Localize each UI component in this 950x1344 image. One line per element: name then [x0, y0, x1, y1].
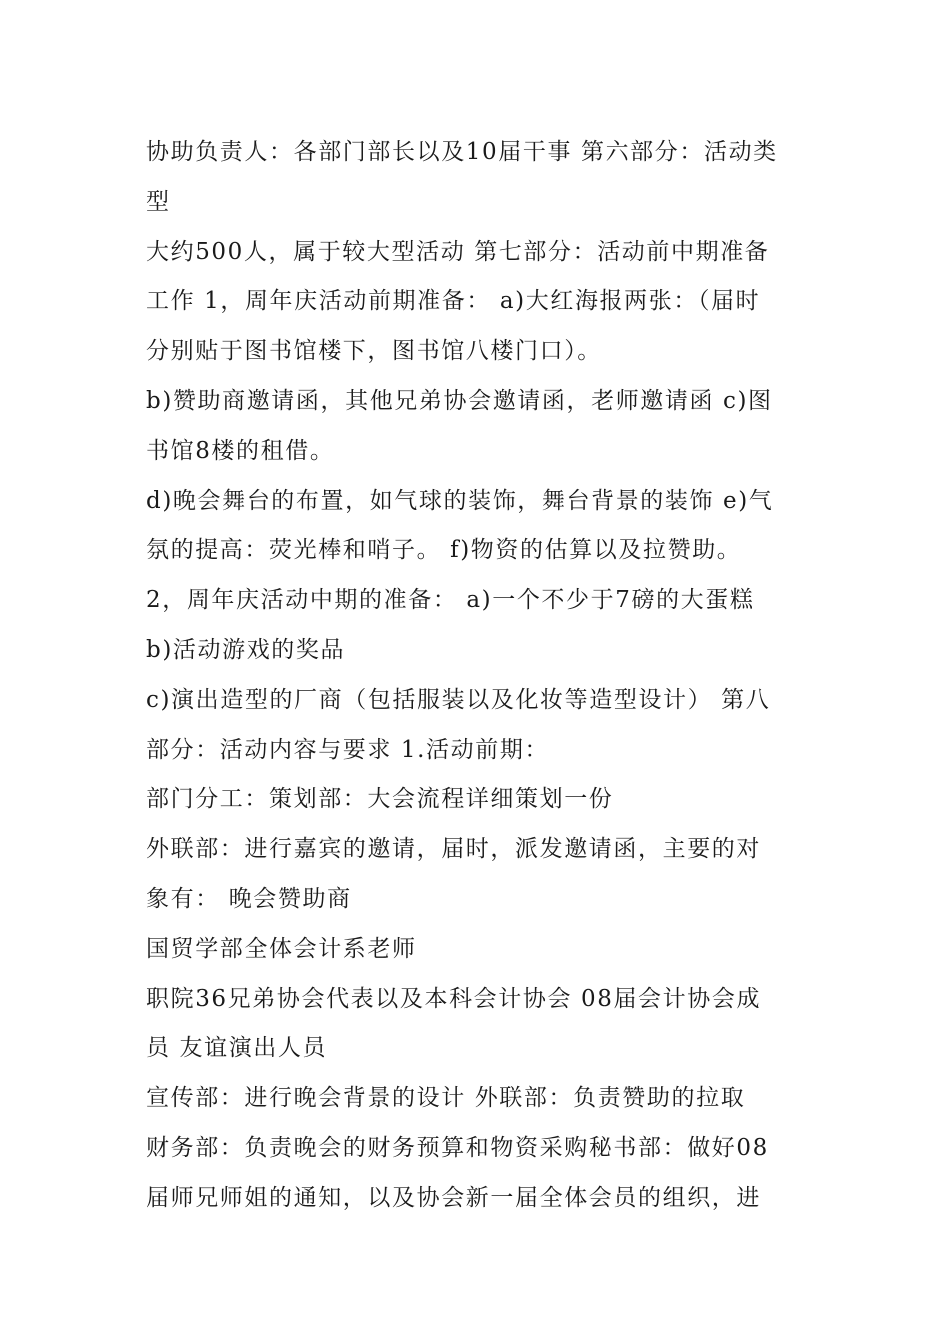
- text-line: 部门分工：策划部：大会流程详细策划一份: [146, 786, 614, 813]
- text-line: 书馆8楼的租借。: [146, 437, 335, 464]
- text-line: d)晚会舞台的布置，如气球的装饰，舞台背景的装饰 e)气: [146, 487, 774, 514]
- text-line: 职院36兄弟协会代表以及本科会计协会 08届会计协会成: [146, 985, 762, 1012]
- text-line: 宣传部：进行晚会背景的设计 外联部：负责赞助的拉取: [146, 1085, 746, 1112]
- text-line: 分别贴于图书馆楼下，图书馆八楼门口）。: [146, 338, 602, 365]
- text-line: 氛的提高：荧光棒和哨子。 f)物资的估算以及拉赞助。: [146, 537, 742, 564]
- text-line: b)赞助商邀请函，其他兄弟协会邀请函，老师邀请函 c)图: [146, 387, 773, 414]
- text-line: 届师兄师姐的通知，以及协会新一届全体会员的组织，进: [146, 1184, 761, 1211]
- text-line: 2，周年庆活动中期的准备： a)一个不少于7磅的大蛋糕: [146, 587, 755, 614]
- text-line: 员 友谊演出人员: [146, 1035, 328, 1062]
- text-line: b)活动游戏的奖品: [146, 636, 346, 663]
- text-line: 财务部：负责晚会的财务预算和物资采购秘书部：做好08: [146, 1134, 769, 1161]
- text-line: 协助负责人：各部门部长以及10届干事 第六部分：活动类: [146, 139, 778, 165]
- text-line: 大约500人，属于较大型活动 第七部分：活动前中期准备: [146, 238, 770, 265]
- text-line: 型: [146, 188, 171, 215]
- text-line: 工作 1，周年庆活动前期准备： a)大红海报两张：（届时: [146, 288, 761, 315]
- text-line: c)演出造型的厂商（包括服装以及化妆等造型设计） 第八: [146, 686, 771, 713]
- text-line: 外联部：进行嘉宾的邀请，届时，派发邀请函，主要的对: [146, 836, 761, 863]
- text-line: 国贸学部全体会计系老师: [146, 935, 417, 962]
- text-line: 部分：活动内容与要求 1.活动前期：: [146, 736, 550, 763]
- text-line: 象有： 晚会赞助商: [146, 885, 352, 912]
- document-page: [146, 128, 810, 1224]
